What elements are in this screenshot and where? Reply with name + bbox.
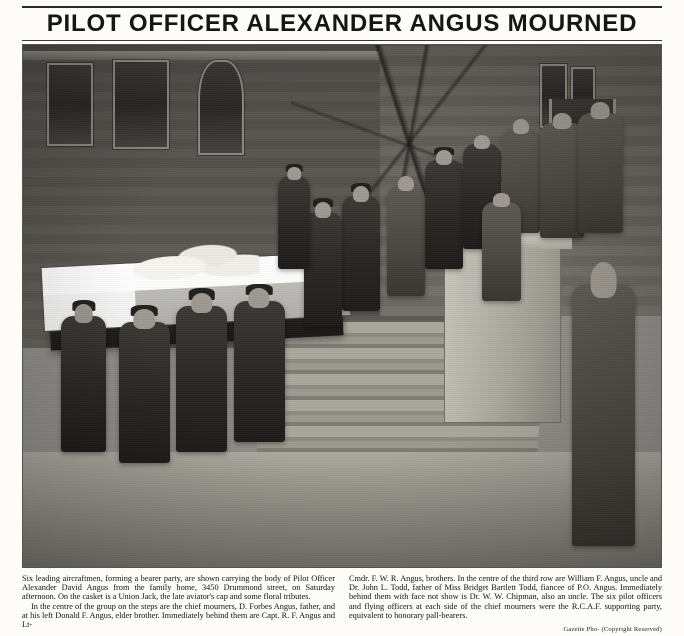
headline-rule-top [22, 6, 662, 8]
caption-paragraph: In the centre of the group on the steps are the chief mourners, D. Forbes Angus, father, and at his left Donald F. Angus, elder brother. Immediately behind them are Capt. R. F. Angus and Lt- [22, 601, 335, 630]
photo-credit: Gazette Pho- (Copyright Reserved) [563, 626, 662, 633]
photo-bearer-figure [61, 316, 106, 452]
photo-foreground-figure [572, 285, 636, 546]
photo-ground [23, 452, 661, 567]
caption-right-column [349, 574, 662, 630]
photo-floral-tributes [130, 234, 261, 290]
photo-bearer-figure [234, 301, 285, 442]
photo-officer-figure [425, 160, 463, 270]
photo-officer-figure [278, 176, 310, 270]
photo-mourner-figure [387, 186, 425, 296]
headline-rule-bottom [22, 40, 662, 41]
photo-bearer-figure [176, 306, 227, 452]
caption-paragraph: Cmdr. F. W. R. Angus, brothers. In the centre of the third row are William F. Angus, uncle and Dr. John L. Todd, father of Miss Bridget Bartlett Todd, fiancee of P.O. Angus. Immediately behind them with face not show is Dr. W. W. Chipman, also an uncle. The six pilot officers and flying officers at each side of the chief mourners were the R.C.A.F. supporting party, equivalent to honorary pall-bearers. [349, 574, 662, 620]
caption-left-column [22, 574, 335, 630]
photo-caption [22, 574, 662, 630]
news-photograph [22, 44, 662, 568]
photo-mourner-figure [342, 196, 380, 311]
caption-paragraph: Six leading aircraftmen, forming a bearer party, are shown carrying the body of Pilot Officer Alexander David Angus from the family home, 3450 Drummond street, on Saturday afternoon. On the casket is a Union Jack, the late aviator's cap and some floral tributes. [22, 574, 335, 602]
photo-window [198, 60, 244, 155]
photo-officer-figure [482, 202, 520, 301]
photo-window [47, 63, 93, 146]
photo-officer-figure [578, 113, 623, 233]
photo-window [113, 60, 169, 149]
photo-bearer-figure [119, 322, 170, 463]
page-title: PILOT OFFICER ALEXANDER ANGUS MOURNED [46, 10, 638, 37]
